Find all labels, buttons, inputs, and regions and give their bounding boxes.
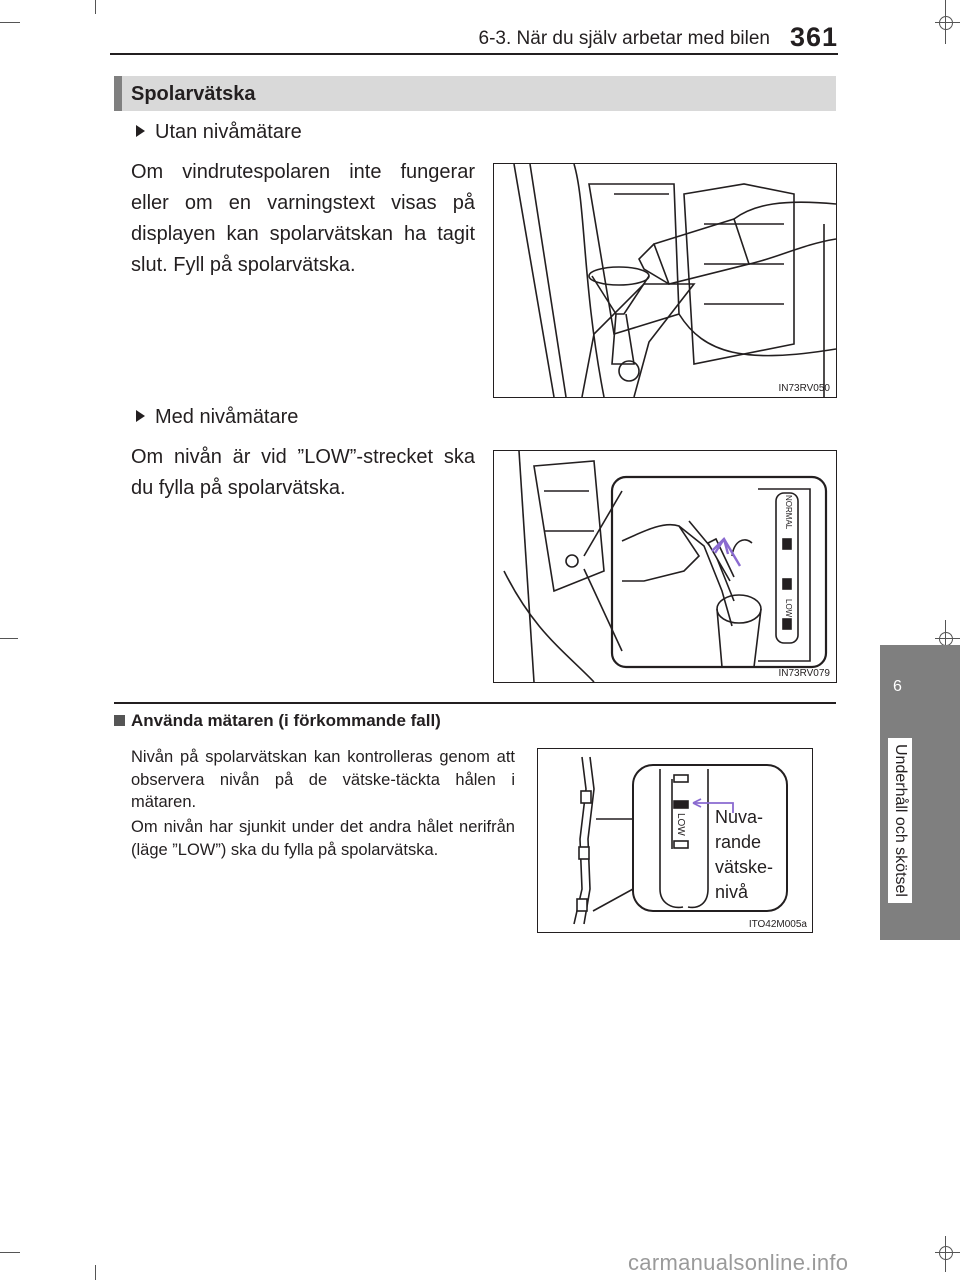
callout-line: nivå <box>715 882 749 902</box>
figure-refill-funnel <box>493 163 837 398</box>
section-heading-marker <box>114 76 122 111</box>
gauge-low-label: LOW <box>784 599 793 618</box>
watermark: carmanualsonline.info <box>628 1250 849 1275</box>
gauge-check-illustration <box>494 451 836 682</box>
item-label: Med nivåmätare <box>155 406 299 428</box>
callout-line: Nuva- <box>715 807 764 827</box>
crop-mark-bl-v <box>95 1265 96 1280</box>
crop-mark-ml-h <box>0 638 18 639</box>
current-level-callout <box>715 805 773 905</box>
crop-mark-bl-h <box>0 1252 20 1253</box>
figure-code: IN73RV050 <box>778 383 830 394</box>
bullet-arrow-icon <box>136 125 145 137</box>
subsection-title: Använda mätaren (i förkommande fall) <box>131 711 441 730</box>
header-section-ref: 6-3. När du själv arbetar med bilen <box>478 28 770 49</box>
figure-gauge-holes <box>537 748 813 933</box>
crop-circle-icon <box>938 15 954 31</box>
callout-line: rande <box>715 832 762 852</box>
subsection-paragraph-1: Nivån på spolarvätskan kan kontrolleras genom att observera nivån på de vätske-täckta hålen i mätaren. <box>131 748 515 811</box>
callout-line: vätske- <box>715 857 774 877</box>
section-title: Spolarvätska <box>131 83 256 105</box>
crop-mark-tl-h <box>0 22 20 23</box>
subsection-paragraph-2: Om nivån har sjunkit under det andra hålet nerifrån (läge ”LOW”) ska du fylla på spolarvätska. <box>131 818 515 859</box>
figure-code: ITO42M005a <box>748 919 807 930</box>
page-number: 361 <box>790 22 839 52</box>
item-heading-without-gauge <box>136 121 302 144</box>
gauge-normal-label: NORMAL <box>784 495 793 530</box>
item-label: Utan nivåmätare <box>155 121 302 143</box>
subsection-rule <box>114 702 836 704</box>
chapter-number: 6 <box>893 678 902 695</box>
item-text-with-gauge: Om nivån är vid ”LOW”-strecket ska du fylla på spolarvätska. <box>131 446 475 499</box>
subsection-heading <box>114 711 441 731</box>
crop-mark-tl-v <box>95 0 96 14</box>
refill-funnel-illustration <box>494 164 836 397</box>
square-bullet-icon <box>114 715 125 726</box>
crop-circle-icon <box>938 1245 954 1261</box>
gauge-low-label: LOW <box>675 813 686 836</box>
header-rule <box>110 53 838 55</box>
item-heading-with-gauge <box>136 406 298 429</box>
item-text-without-gauge: Om vindrutespolaren inte fungerar eller om en varningstext visas på displayen kan spolarvätskan ha tagit slut. Fyll på spolarvätska. <box>131 161 475 276</box>
bullet-arrow-icon <box>136 410 145 422</box>
chapter-label: Underhåll och skötsel <box>888 738 912 903</box>
figure-gauge-check <box>493 450 837 683</box>
figure-code: IN73RV079 <box>778 668 830 679</box>
